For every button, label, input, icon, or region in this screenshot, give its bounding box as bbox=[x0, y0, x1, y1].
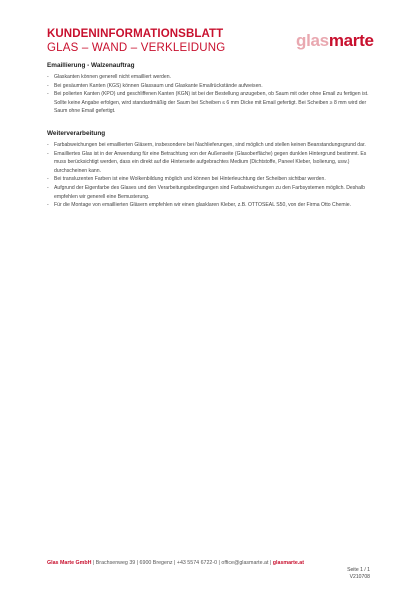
list-item: - Bei transluzenten Farben ist eine Wolkenbildung möglich und können bei Hinterleuchtung der Scheiben sichtbar werden. bbox=[47, 175, 377, 184]
logo-text-light: glas bbox=[296, 31, 329, 50]
list-item: - Emailliertes Glas ist in der Anwendung für eine Betrachtung von der Außenseite (Glasoberfläche) gegen dunklen Hintergrund bestimmt. Es muss berücksichtigt werden, dass ein direkt auf die Hinterseite aufgebrachtes Medium (Dichtstoffe, Paneel Kleber, Isolierung, usw.) durchscheinen kann. bbox=[47, 150, 377, 176]
section-emaillierung bbox=[47, 62, 377, 116]
section-heading: Weiterverarbeitung bbox=[47, 130, 106, 137]
page-subtitle: GLAS – WAND – VERKLEIDUNG bbox=[47, 42, 226, 54]
page-label: Seite 1 / 1 bbox=[347, 567, 370, 573]
logo-text-dark: marte bbox=[328, 31, 374, 50]
bullet-list bbox=[47, 73, 377, 116]
version-label: V210708 bbox=[349, 574, 370, 580]
section-heading: Emaillierung - Walzenauftrag bbox=[47, 62, 135, 69]
list-item: - Bei polierten Kanten (KPO) und geschliffenen Kanten (KGN) ist bei der Bestellung anzugeben, ob Saum mit oder ohne Email zu fertigen ist. Sollte keine Angabe erfolgen, wird standardmäßig der Saum bei Scheiben ≤ 6 mm Dicke mit Email gefertigt. Bei Scheiben ≥ 8 mm wird der Saum ohne Email gefertigt. bbox=[47, 90, 377, 116]
list-item: - Aufgrund der Eigenfarbe des Glases und den Verarbeitungsbedingungen sind Farbabweichungen zu den Farbsystemen möglich. Deshalb empfehlen wir generell eine Bemusterung. bbox=[47, 184, 377, 201]
list-item: - Für die Montage von emaillierten Gläsern empfehlen wir einen glasklaren Kleber, z.B. OTTOSEAL S50, von der Firma Otto Chemie. bbox=[47, 201, 377, 210]
list-item: - Bei gesäumten Kanten (KGS) können Glassaum und Glaskante Emailrückstände aufweisen. bbox=[47, 82, 377, 91]
section-weiterverarbeitung bbox=[47, 130, 377, 210]
footer-contact bbox=[47, 560, 304, 566]
footer-company: Glas Marte GmbH bbox=[47, 560, 92, 566]
page-title: KUNDENINFORMATIONSBLATT bbox=[47, 28, 224, 40]
list-item: - Glaskanten können generell nicht emailliert werden. bbox=[47, 73, 377, 82]
glasmarte-logo bbox=[296, 32, 374, 49]
page-number bbox=[347, 567, 370, 581]
footer-website-link[interactable]: glasmarte.at bbox=[272, 560, 305, 566]
footer-address: | Brachsenweg 39 | 6900 Bregenz | +43 5574 6722-0 | office@glasmarte.at | bbox=[91, 560, 273, 566]
list-item: - Farbabweichungen bei emaillierten Gläsern, insbesondere bei Nachlieferungen, sind möglich und stellen keinen Beanstandungsgrund dar. bbox=[47, 141, 377, 150]
bullet-list bbox=[47, 141, 377, 210]
